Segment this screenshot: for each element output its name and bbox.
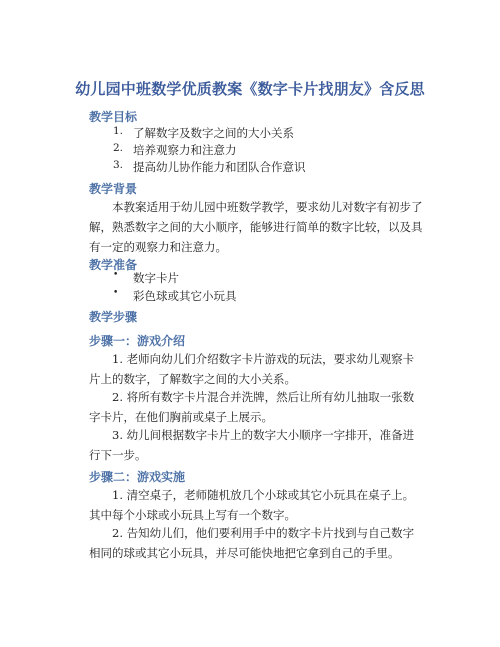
list-text: 彩色球或其它小玩具 <box>133 289 237 303</box>
bullet-icon: • <box>113 270 119 280</box>
heading-background: 教学背景 <box>89 182 138 196</box>
list-number: 1. <box>113 125 124 137</box>
list-text: 提高幼儿协作能力和团队合作意识 <box>133 160 306 174</box>
heading-steps: 教学步骤 <box>89 310 138 324</box>
list-text: 数字卡片 <box>133 271 179 285</box>
heading-prep: 教学准备 <box>89 258 138 272</box>
heading-goals: 教学目标 <box>89 110 138 124</box>
heading-step2: 步骤二：游戏实施 <box>89 470 186 484</box>
list-number: 3. <box>113 159 124 171</box>
step2-paragraph-1: 1. 清空桌子，老师随机放几个小球或其它小玩具在桌子上。其中每个小球或小玩具上写有一个数字。 <box>89 488 415 522</box>
step1-paragraph-2: 2. 将所有数字卡片混合并洗牌，然后让所有幼儿抽取一张数字卡片，在他们胸前或桌子上展示。 <box>89 390 415 424</box>
step2-paragraph-2: 2. 告知幼儿们，他们要利用手中的数字卡片找到与自己数字相同的球或其它小玩具，并尽可能快地把它拿到自己的手里。 <box>89 526 415 560</box>
list-number: 2. <box>113 142 124 154</box>
document-title: 幼儿园中班数学优质教案《数字卡片找朋友》含反思 <box>75 80 425 98</box>
background-paragraph: 本教案适用于幼儿园中班数学教学，要求幼儿对数字有初步了解，熟悉数字之间的大小顺序，能够进行简单的数字比较，以及具有一定的观察力和注意力。 <box>89 200 423 254</box>
step1-paragraph-3: 3. 幼儿间根据数字卡片上的数字大小顺序一字排开，准备进行下一步。 <box>89 428 415 462</box>
list-text: 培养观察力和注意力 <box>133 143 237 157</box>
bullet-icon: • <box>113 288 119 298</box>
list-text: 了解数字及数字之间的大小关系 <box>133 126 294 140</box>
heading-step1: 步骤一：游戏介绍 <box>89 334 186 348</box>
step1-paragraph-1: 1. 老师向幼儿们介绍数字卡片游戏的玩法，要求幼儿观察卡片上的数字，了解数字之间的大小关系。 <box>89 352 415 386</box>
